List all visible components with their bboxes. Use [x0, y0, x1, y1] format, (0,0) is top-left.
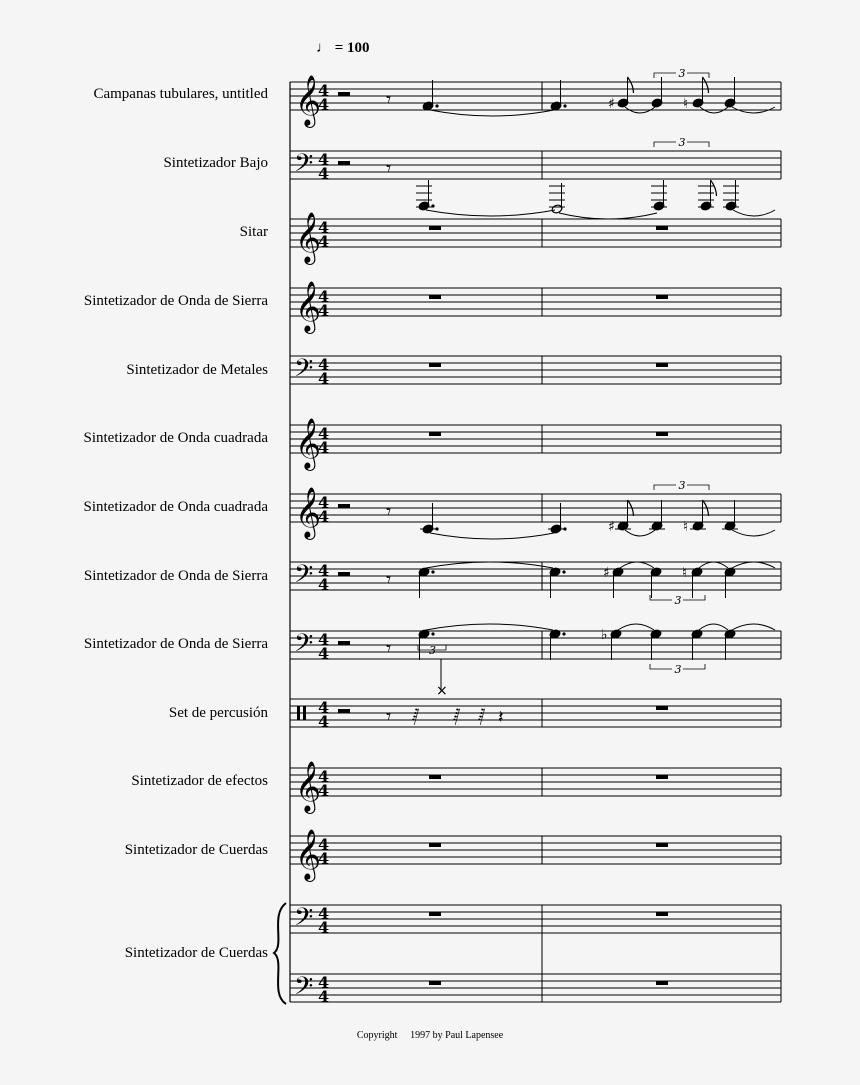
tuplet-number: 3	[674, 663, 682, 676]
tie	[426, 624, 553, 630]
accidental-icon: ♯	[608, 96, 615, 112]
augmentation-dot	[563, 104, 566, 107]
whole-rest-icon	[656, 706, 668, 710]
tempo-marking: ♩ = 100	[316, 40, 370, 56]
augmentation-dot	[562, 632, 565, 635]
time-signature-bottom: 4	[318, 849, 330, 868]
time-signature-top: 4	[318, 904, 330, 923]
brace-icon	[274, 903, 286, 1004]
x-notehead-icon: ×	[436, 683, 448, 699]
eighth-rest-icon: 𝄾	[386, 499, 392, 523]
accidental-icon: ♮	[683, 519, 689, 535]
time-signature-bottom: 4	[318, 644, 330, 663]
rest-icon: 𝅁	[478, 705, 486, 726]
tie	[426, 210, 555, 216]
augmentation-dot	[431, 632, 434, 635]
time-signature-top: 4	[318, 767, 330, 786]
tie	[430, 110, 554, 116]
half-rest-icon	[338, 641, 350, 645]
whole-rest-icon	[429, 981, 441, 985]
tie	[620, 562, 654, 568]
eighth-rest-icon: 𝄾	[386, 567, 392, 591]
time-signatures	[318, 81, 329, 1006]
time-signature-top: 4	[318, 630, 330, 649]
time-signature-top: 4	[318, 81, 330, 100]
time-signature-bottom: 4	[318, 575, 330, 594]
time-signature-top: 4	[318, 218, 330, 237]
tuplet-number: 3	[674, 594, 682, 607]
rest-icon: 𝅁	[412, 705, 420, 726]
eighth-rest-icon: 𝄾	[386, 636, 392, 660]
tie	[733, 210, 775, 216]
whole-rest-icon	[429, 432, 441, 436]
bass-clef-icon: 𝄢	[294, 972, 314, 1007]
staff-label-square-synth-1: Sintetizador de Onda cuadrada	[83, 430, 268, 446]
bass-clef-icon: 𝄢	[294, 903, 314, 938]
tuplet-number: 3	[678, 136, 686, 149]
barlines	[274, 82, 781, 1004]
time-signature-top: 4	[318, 424, 330, 443]
whole-rest-icon	[656, 363, 668, 367]
note-flag	[703, 77, 709, 93]
accidental-icon: ♮	[682, 565, 688, 581]
staff-label-square-synth-2: Sintetizador de Onda cuadrada	[83, 499, 268, 515]
whole-rest-icon	[656, 912, 668, 916]
treble-clef-icon: 𝄞	[295, 281, 322, 332]
notes	[416, 67, 775, 699]
tuplet-number: 3	[678, 479, 686, 492]
percussion-clef-icon	[297, 706, 300, 720]
clefs	[294, 75, 321, 1007]
time-signature-top: 4	[318, 150, 330, 169]
staff-label-string-synth-2: Sintetizador de Cuerdas	[124, 945, 268, 961]
whole-rest-icon	[656, 981, 668, 985]
rest-icon: 𝅁	[453, 705, 461, 726]
time-signature-top: 4	[318, 561, 330, 580]
tie	[559, 213, 657, 219]
staff-label-bass-synth: Sintetizador Bajo	[163, 155, 268, 171]
accidental-icon: ♭	[601, 627, 608, 643]
whole-rest-icon	[656, 295, 668, 299]
eighth-rest-icon: 𝄾	[386, 704, 392, 728]
time-signature-bottom: 4	[318, 438, 330, 457]
staff-label-saw-synth-3: Sintetizador de Onda de Sierra	[83, 636, 268, 652]
treble-clef-icon: 𝄞	[295, 829, 322, 880]
whole-rest-icon	[429, 295, 441, 299]
tie	[625, 530, 655, 536]
copyright-notice: Copyright   1997 by Paul Lapensee	[356, 1030, 504, 1041]
accidental-icon: ♯	[608, 519, 615, 535]
eighth-rest-icon: 𝄾	[386, 156, 392, 180]
augmentation-dot	[562, 570, 565, 573]
half-rest-icon	[338, 504, 350, 508]
tie	[732, 624, 775, 630]
tie	[618, 624, 654, 630]
accidental-icon: ♮	[683, 96, 689, 112]
percussion-clef-icon	[303, 706, 306, 720]
staff-label-saw-synth-2: Sintetizador de Onda de Sierra	[83, 568, 268, 584]
time-signature-bottom: 4	[318, 712, 330, 731]
half-rest-icon	[338, 572, 350, 576]
whole-rest-icon	[429, 363, 441, 367]
whole-rest-icon	[429, 775, 441, 779]
time-signature-bottom: 4	[318, 918, 330, 937]
treble-clef-icon: 𝄞	[295, 75, 322, 126]
time-signature-top: 4	[318, 287, 330, 306]
treble-clef-icon: 𝄞	[295, 487, 322, 538]
treble-clef-icon: 𝄞	[295, 212, 322, 263]
tie	[732, 530, 775, 536]
half-rest-icon	[338, 161, 350, 165]
time-signature-top: 4	[318, 355, 330, 374]
staff-label-string-synth-1: Sintetizador de Cuerdas	[124, 842, 268, 858]
half-rest-icon	[338, 709, 350, 713]
staff-label-sitar: Sitar	[239, 224, 268, 240]
tie	[732, 562, 775, 568]
time-signature-top: 4	[318, 698, 330, 717]
note-flag	[628, 77, 634, 93]
quarter-rest-icon: 𝄽	[498, 707, 504, 728]
staff-label-fx-synth: Sintetizador de efectos	[131, 773, 268, 789]
staff-label-brass-synth: Sintetizador de Metales	[126, 362, 268, 378]
time-signature-bottom: 4	[318, 301, 330, 320]
whole-rest-icon	[656, 843, 668, 847]
time-signature-bottom: 4	[318, 781, 330, 800]
whole-rest-icon	[656, 432, 668, 436]
time-signature-bottom: 4	[318, 95, 330, 114]
tie	[699, 624, 728, 630]
staff-label-saw-synth-1: Sintetizador de Onda de Sierra	[83, 293, 268, 309]
time-signature-bottom: 4	[318, 369, 330, 388]
time-signature-bottom: 4	[318, 232, 330, 251]
note-flag	[711, 180, 717, 196]
treble-clef-icon: 𝄞	[295, 418, 322, 469]
tuplet-number: 3	[429, 644, 436, 657]
time-signature-bottom: 4	[318, 987, 330, 1006]
time-signature-top: 4	[318, 835, 330, 854]
bass-clef-icon: 𝄢	[294, 149, 314, 184]
bass-clef-icon: 𝄢	[294, 629, 314, 664]
tie	[426, 562, 553, 568]
whole-rest-icon	[656, 226, 668, 230]
time-signature-bottom: 4	[318, 164, 330, 183]
whole-rest-icon	[429, 226, 441, 230]
half-rest-icon	[338, 92, 350, 96]
bass-clef-icon: 𝄢	[294, 560, 314, 595]
bass-clef-icon: 𝄢	[294, 354, 314, 389]
whole-rest-icon	[429, 843, 441, 847]
augmentation-dot	[435, 104, 438, 107]
staff-label-percussion: Set de percusión	[168, 705, 268, 721]
whole-rest-icon	[429, 912, 441, 916]
time-signature-top: 4	[318, 493, 330, 512]
tie	[430, 533, 554, 539]
tuplet-number: 3	[678, 67, 686, 80]
time-signature-bottom: 4	[318, 507, 330, 526]
whole-rest-icon	[656, 775, 668, 779]
eighth-rest-icon: 𝄾	[386, 87, 392, 111]
staff-label-tubular-bells: Campanas tubulares, untitled	[93, 86, 268, 102]
tie	[699, 562, 728, 568]
accidental-icon: ♯	[603, 565, 610, 581]
staff-lines	[290, 82, 781, 1002]
augmentation-dot	[431, 570, 434, 573]
treble-clef-icon: 𝄞	[295, 761, 322, 812]
time-signature-top: 4	[318, 973, 330, 992]
